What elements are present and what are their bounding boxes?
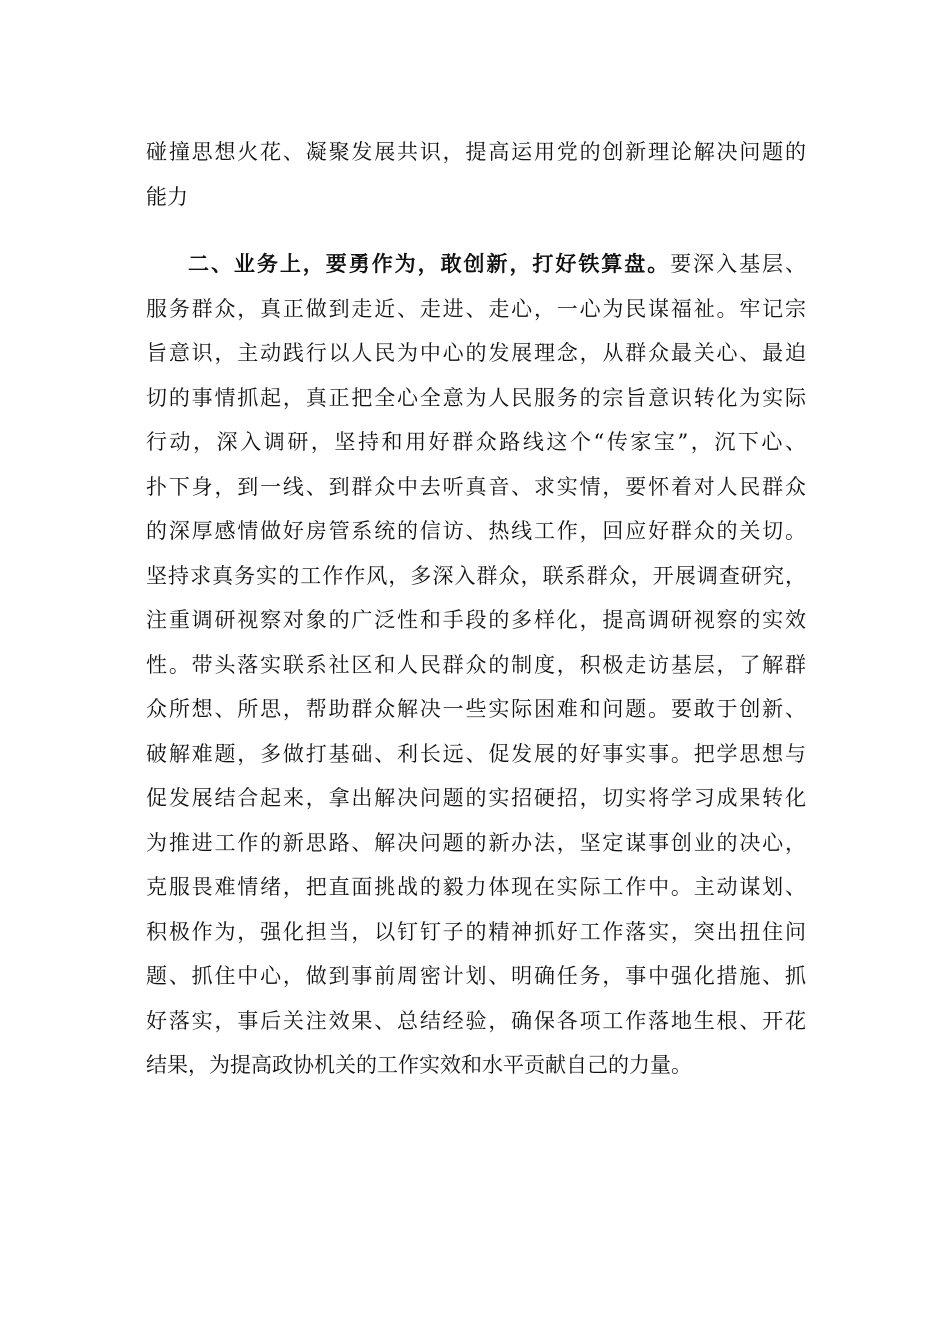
text-line: 为推进工作的新思路、解决问题的新办法，坚定谋事创业的决心， <box>146 830 806 855</box>
paragraph-business <box>146 242 806 1088</box>
text-line: 服务群众，真正做到走近、走进、走心，一心为民谋福祉。牢记宗 <box>146 296 806 321</box>
text-line: 切的事情抓起，真正把全心全意为人民服务的宗旨意识转化为实际 <box>146 385 806 410</box>
text-line: 促发展结合起来，拿出解决问题的实招硬招，切实将学习成果转化 <box>146 786 806 810</box>
text-line: 破解难题，多做打基础、利长远、促发展的好事实事。把学思想与 <box>146 741 806 766</box>
text-line: 碰撞思想火花、凝聚发展共识，提高运用党的创新理论解决问题的 <box>146 140 806 164</box>
text-line: 积极作为，强化担当，以钉钉子的精神抓好工作落实，突出扭住问 <box>146 919 806 944</box>
paragraph-first-line <box>146 242 806 287</box>
text-line: 克服畏难情绪，把直面挑战的毅力体现在实际工作中。主动谋划、 <box>146 875 806 899</box>
text-line: 能力 <box>146 184 188 209</box>
text-line: 旨意识，主动践行以人民为中心的发展理念，从群众最关心、最迫 <box>146 341 806 365</box>
text-line: 坚持求真务实的工作作风，多深入群众，联系群众，开展调查研究， <box>146 563 806 588</box>
text-line: 注重调研视察对象的广泛性和手段的多样化，提高调研视察的实效 <box>146 608 806 632</box>
paragraph-gap <box>146 219 806 242</box>
text-line: 题、抓住中心，做到事前周密计划、明确任务，事中强化措施、抓 <box>146 964 806 988</box>
section-heading: 二、业务上，要勇作为，敢创新，打好铁算盘。 <box>188 251 671 276</box>
text-line: 好落实，事后关注效果、总结经验，确保各项工作落地生根、开花 <box>146 1008 806 1033</box>
heading-line-rest: 要深入基层、 <box>670 252 807 276</box>
text-line: 的深厚感情做好房管系统的信访、热线工作，回应好群众的关切。 <box>146 519 806 543</box>
paragraph-continuation <box>146 130 806 219</box>
body-text <box>146 130 806 1088</box>
text-line: 众所想、所思，帮助群众解决一些实际困难和问题。要敢于创新、 <box>146 697 806 721</box>
text-line: 行动，深入调研，坚持和用好群众路线这个“传家宝”，沉下心、 <box>146 430 806 454</box>
text-line: 结果，为提高政协机关的工作实效和水平贡献自己的力量。 <box>146 1053 692 1077</box>
text-line: 性。带头落实联系社区和人民群众的制度，积极走访基层，了解群 <box>146 652 806 677</box>
text-line: 扑下身，到一线、到群众中去听真音、求实情，要怀着对人民群众 <box>146 474 806 499</box>
